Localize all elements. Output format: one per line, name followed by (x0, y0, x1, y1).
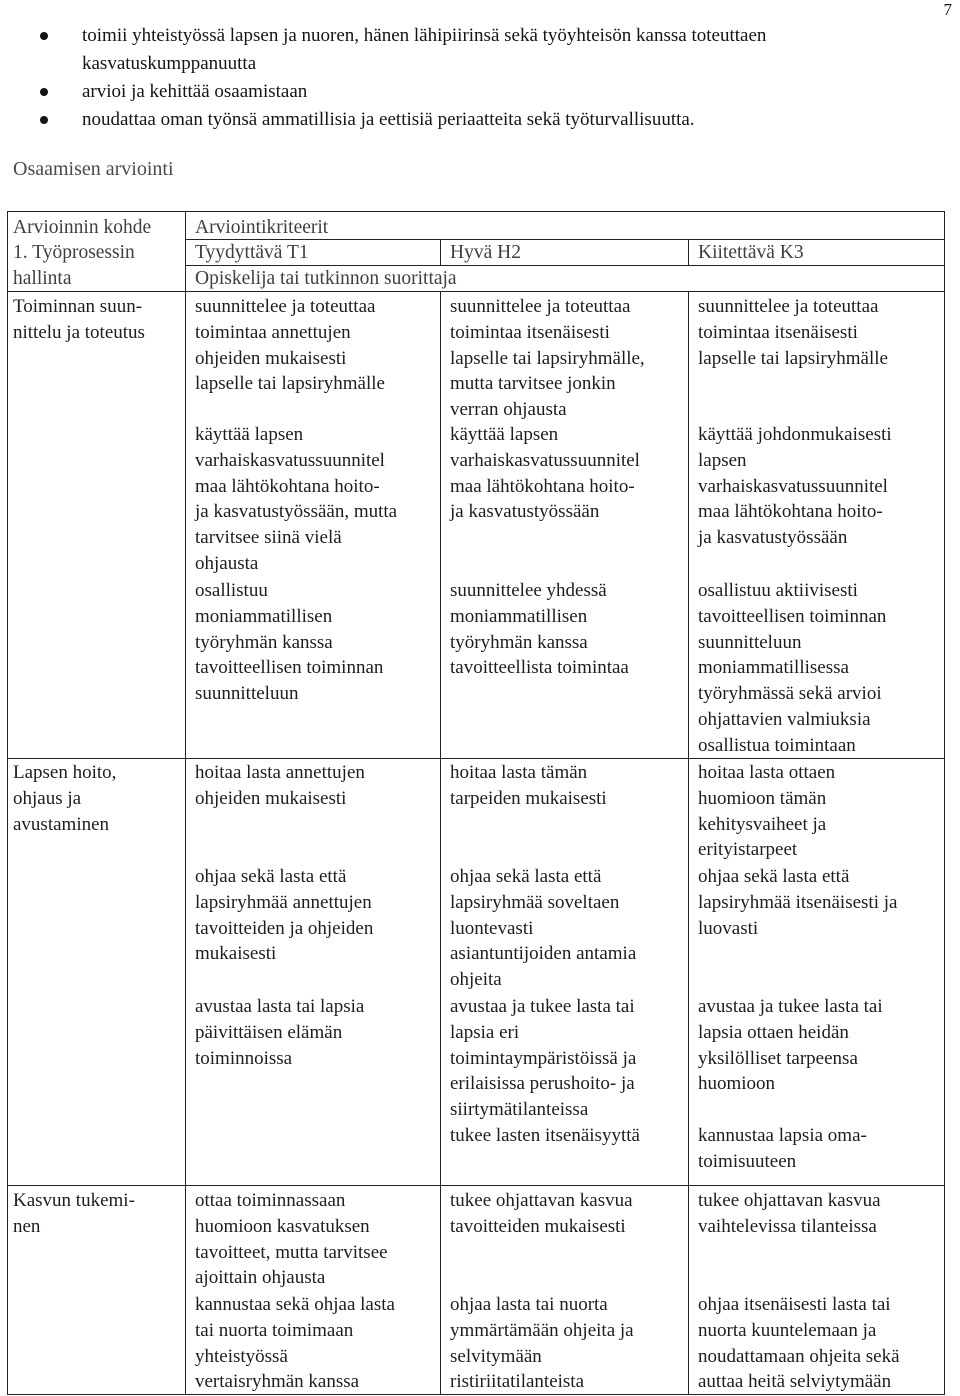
topic-label: 1. Työprosessin hallinta (13, 242, 135, 289)
criteria-t1: suunnittelee ja toteuttaa toimintaa annettujen ohjeiden mukaisesti lapselle tai lapsiryhmälle (195, 296, 385, 395)
criteria-h2: tukee ohjattavan kasvua tavoitteiden mukaisesti (450, 1190, 633, 1237)
criteria-k3: käyttää johdonmukaisesti lapsen varhaiskasvatussuunnitel maa lähtökohtana hoito- ja kasvatustyössään (698, 424, 892, 549)
target-label: Toiminnan suun- nittelu ja toteutus (13, 296, 145, 343)
criteria-k3: ohjaa sekä lasta että lapsiryhmää itsenäisesti ja luovasti (698, 866, 898, 939)
table-rule (944, 211, 945, 1395)
criteria-k3: kannustaa lapsia oma- toimisuuteen (698, 1125, 867, 1172)
target-label: Lapsen hoito, ohjaus ja avustaminen (13, 762, 117, 835)
bullet-text: arvioi ja kehittää osaamistaan (82, 81, 308, 102)
bullet-text: noudattaa oman työnsä ammatillisia ja eettisiä periaatteita sekä työturvallisuutta. (82, 109, 695, 130)
table-rule (7, 211, 8, 1395)
column-header-criteria: Arviointikriteerit (195, 217, 329, 238)
criteria-t1: osallistuu moniammatillisen työryhmän kanssa tavoitteellisen toiminnan suunnitteluun (195, 580, 384, 705)
criteria-h2: suunnittelee ja toteuttaa toimintaa itsenäisesti lapselle tai lapsiryhmälle, mutta tarvitsee jonkin verran ohjausta (450, 296, 645, 421)
criteria-h2: käyttää lapsen varhaiskasvatussuunnitel maa lähtökohtana hoito- ja kasvatustyössään (450, 424, 640, 523)
level-header-k3: Kiitettävä K3 (698, 242, 804, 263)
table-rule (7, 291, 945, 292)
level-header-t1: Tyydyttävä T1 (195, 242, 309, 263)
table-rule (440, 291, 441, 1395)
bullet-text: toimii yhteistyössä lapsen ja nuoren, hänen lähipiirinsä sekä työyhteisön kanssa toteuttaen kasvatuskumppanuutta (82, 25, 767, 74)
criteria-k3: tukee ohjattavan kasvua vaihtelevissa tilanteissa (698, 1190, 881, 1237)
target-label: Kasvun tukemi- nen (13, 1190, 135, 1237)
page-number: 7 (943, 0, 952, 19)
criteria-t1: käyttää lapsen varhaiskasvatussuunnitel maa lähtökohtana hoito- ja kasvatustyössään, mutta tarvitsee siinä vielä ohjausta (195, 424, 398, 574)
criteria-h2: hoitaa lasta tämän tarpeiden mukaisesti (450, 762, 607, 809)
criteria-t1: avustaa lasta tai lapsia päivittäisen elämän toiminnoissa (195, 996, 365, 1069)
table-rule (7, 211, 945, 212)
criteria-t1: hoitaa lasta annettujen ohjeiden mukaisesti (195, 762, 365, 809)
criteria-t1: ohjaa sekä lasta että lapsiryhmää annettujen tavoitteiden ja ohjeiden mukaisesti (195, 866, 374, 965)
section-heading: Osaamisen arviointi (13, 158, 174, 180)
criteria-k3: suunnittelee ja toteuttaa toimintaa itsenäisesti lapselle tai lapsiryhmälle (698, 296, 888, 369)
criteria-t1: ottaa toiminnassaan huomioon kasvatuksen tavoitteet, mutta tarvitsee ajoittain ohjausta (195, 1190, 388, 1289)
criteria-t1: kannustaa sekä ohjaa lasta tai nuorta toimimaan yhteistyössä vertaisryhmän kanssa (195, 1294, 395, 1393)
criteria-h2: avustaa ja tukee lasta tai lapsia eri toimintaympäristöissä ja erilaisissa perushoito- ja siirtymätilanteissa (450, 996, 637, 1121)
table-rule (688, 291, 689, 1395)
criteria-h2: ohjaa sekä lasta että lapsiryhmää soveltaen luontevasti asiantuntijoiden antamia ohjeita (450, 866, 637, 991)
criteria-k3: osallistuu aktiivisesti tavoitteellisen toiminnan suunnitteluun moniammatillisessa työryhmässä sekä arvioi ohjattavien valmiuksia osallistua toimintaan (698, 580, 887, 756)
criteria-h2: tukee lasten itsenäisyyttä (450, 1125, 640, 1146)
table-rule (185, 211, 186, 1395)
criteria-k3: ohjaa itsenäisesti lasta tai nuorta kuuntelemaan ja noudattamaan ohjeita sekä auttaa heitä selviytymään (698, 1294, 900, 1393)
criteria-h2: ohjaa lasta tai nuorta ymmärtämään ohjeita ja selvitymään ristiriitatilanteista (450, 1294, 634, 1393)
table-rule (688, 239, 689, 266)
table-rule (440, 239, 441, 266)
table-rule (7, 1185, 945, 1186)
criteria-h2: suunnittelee yhdessä moniammatillisen työryhmän kanssa tavoitteellista toimintaa (450, 580, 629, 679)
performer-label: Opiskelija tai tutkinnon suorittaja (195, 268, 457, 289)
criteria-k3: hoitaa lasta ottaen huomioon tämän kehitysvaiheet ja erityistarpeet (698, 762, 836, 861)
level-header-h2: Hyvä H2 (450, 242, 521, 263)
column-header-target: Arvioinnin kohde (13, 217, 152, 238)
criteria-k3: avustaa ja tukee lasta tai lapsia ottaen heidän yksilölliset tarpeensa huomioon (698, 996, 883, 1095)
